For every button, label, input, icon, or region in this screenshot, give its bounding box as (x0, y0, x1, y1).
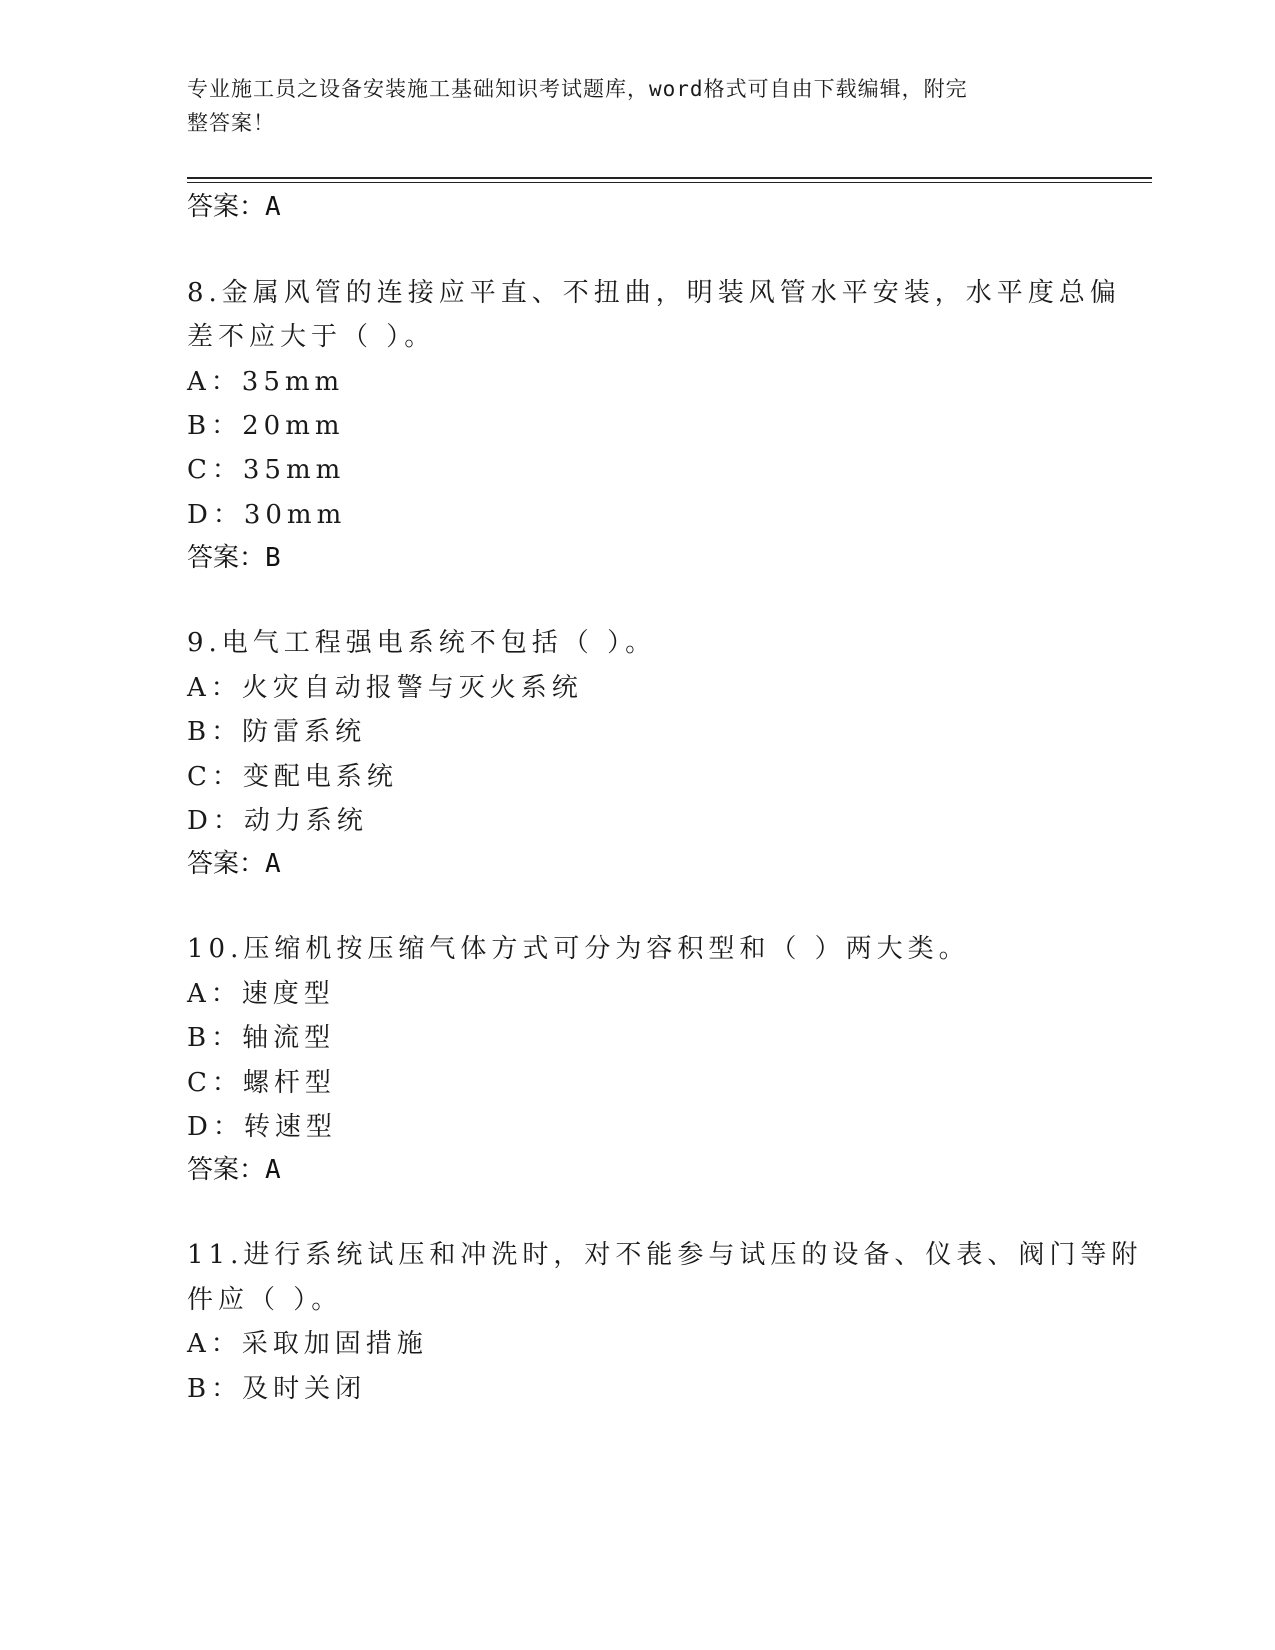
question-9-option-a: A：火灾自动报警与灭火系统 (187, 673, 583, 703)
question-8-stem-line-1: 8.金属风管的连接应平直、不扭曲，明装风管水平安装，水平度总偏 (187, 278, 1121, 308)
answer-line-prev: 答案：A (187, 192, 281, 222)
question-9-stem-line-1: 9.电气工程强电系统不包括（ ）。 (187, 628, 657, 658)
header-divider-thick (187, 177, 1152, 179)
question-10-option-c: C：螺杆型 (187, 1068, 336, 1098)
question-11-option-a: A：采取加固措施 (187, 1329, 428, 1359)
question-10-stem-line-1: 10.压缩机按压缩气体方式可分为容积型和（ ）两大类。 (187, 934, 970, 964)
question-9-option-b: B：防雷系统 (187, 717, 367, 747)
question-11-stem-line-2: 件应（ ）。 (187, 1285, 343, 1315)
header-divider-thin (187, 182, 1152, 183)
question-10-option-d: D：转速型 (187, 1112, 337, 1142)
question-8-option-d: D：30mm (187, 500, 347, 530)
question-8-option-a: A：35mm (187, 367, 345, 397)
question-9-option-d: D：动力系统 (187, 806, 368, 836)
question-8-answer: 答案：B (187, 543, 281, 573)
question-8-option-b: B：20mm (187, 411, 345, 441)
question-8-option-c: C：35mm (187, 455, 346, 485)
question-10-option-b: B：轴流型 (187, 1023, 336, 1053)
question-11-stem-line-1: 11.进行系统试压和冲洗时，对不能参与试压的设备、仪表、阀门等附 (187, 1240, 1143, 1270)
question-10-option-a: A：速度型 (187, 979, 335, 1009)
question-8-stem-line-2: 差不应大于（ ）。 (187, 322, 436, 352)
document-header (187, 72, 1087, 140)
question-9-answer: 答案：A (187, 849, 281, 879)
question-10-answer: 答案：A (187, 1155, 281, 1185)
header-line-1: 专业施工员之设备安装施工基础知识考试题库，word格式可自由下载编辑，附完 (187, 77, 968, 101)
question-9-option-c: C：变配电系统 (187, 762, 398, 792)
header-line-2: 整答案！ (187, 111, 275, 135)
question-11-option-b: B：及时关闭 (187, 1374, 367, 1404)
